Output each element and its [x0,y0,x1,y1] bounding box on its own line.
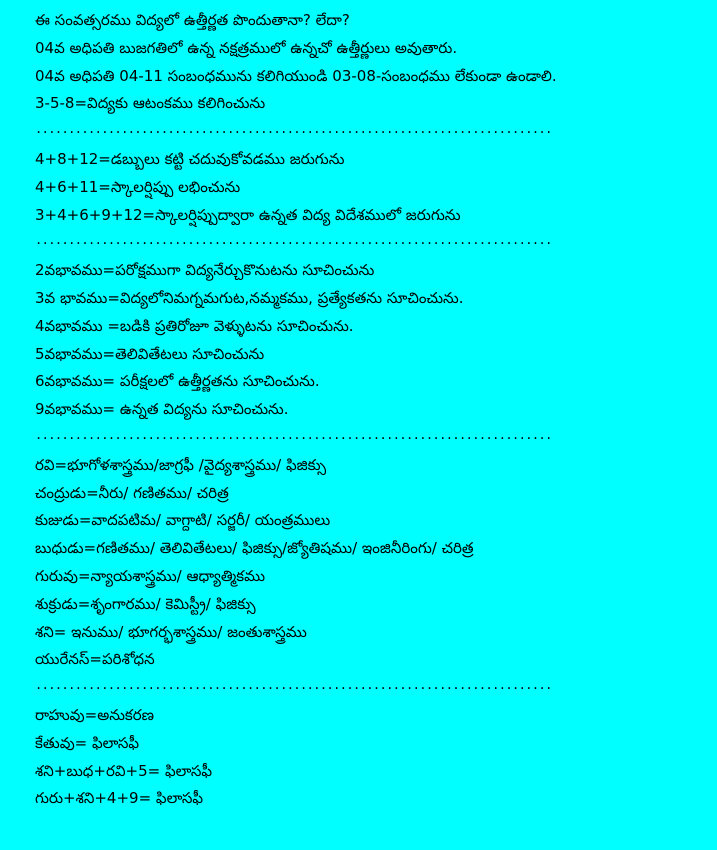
text-line: 9వభావము= ఉన్నత విద్యను సూచించును. [35,400,289,419]
dotted-separator: .............................................................................. [35,122,552,137]
text-line: బుధుడు=గణితము/ తెలివితేటలు/ ఫిజిక్సు/జ్యోతిషము/ ఇంజినీరింగు/ చరిత్ర [35,539,474,558]
combinations-section [35,146,705,229]
question-line: ఈ సంవత్సరము విద్యలో ఉత్తీర్ణత పొందుతానా? లేదా? [35,11,350,29]
text-line: 4+8+12=డబ్బులు కట్టి చదువుకోవడము జరుగును [35,149,345,168]
bhavas-section [35,257,705,424]
text-line: 3వ భావము=విద్యలోనిమగ్నమగుట,నమ్మకము, ప్రత్యేకతను సూచించును. [35,288,464,307]
text-line: 3+4+6+9+12=స్కాలర్షిప్పుద్వారా ఉన్నత విద్య విదేశములో జరుగును [35,205,461,224]
philosophy-section [35,702,705,813]
text-line: శని= ఇనుము/ భూగర్భశాస్త్రము/ జంతుశాస్త్రము [35,622,307,641]
text-line: రాహువు=అనుకరణ [35,705,155,724]
text-line: 4+6+11=స్కాలర్షిప్పు లభించును [35,177,241,196]
text-line: చంద్రుడు=నీరు/ గణితము/ చరిత్ర [35,483,229,502]
text-line: శని+బుధ+రవి+5= ఫిలాసఫీ [35,761,213,780]
text-line: కేతువు= ఫిలాసఫీ [35,733,140,752]
planets-section [35,452,705,674]
text-line: శుక్రుడు=శృంగారము/ కెమిస్ట్రీ/ ఫిజిక్సు [35,594,256,613]
text-line: యురేనస్=పరిశోధన [35,650,155,669]
dotted-separator: .............................................................................. [35,233,552,248]
text-line: 3-5-8=విద్యకు ఆటంకము కలిగించును [35,94,266,113]
intro-section [35,7,705,118]
text-line: 4వభావము =బడికి ప్రతిరోజూ వెళ్ళుటను సూచించును. [35,316,354,335]
text-line: 5వభావము=తెలివితేటలు సూచించును [35,344,265,363]
dotted-separator: .............................................................................. [35,427,552,442]
dotted-separator: .............................................................................. [35,678,552,693]
text-line: కుజుడు=వాదపటిమ/ వాగ్దాటి/ సర్జరీ/ యంత్రములు [35,511,331,530]
text-line: 04వ అధిపతి బుజగతిలో ఉన్న నక్షత్రములో ఉన్నచో ఉత్తీర్ణులు అవుతారు. [35,38,458,57]
document-body [35,7,705,813]
text-line: రవి=భూగోళశాస్త్రము/జాగ్రఫీ /వైద్యశాస్త్రము/ ఫిజిక్సు [35,455,327,474]
text-line: గురు+శని+4+9= ఫిలాసఫీ [35,789,204,808]
text-line: 04వ అధిపతి 04-11 సంబంధమును కలిగియుండి 03-08-సంబంధము లేకుండా ఉండాలి. [35,66,557,85]
text-line: 6వభావము= పరీక్షలలో ఉత్తీర్ణతను సూచించును. [35,372,320,391]
text-line: 2వభావము=పరోక్షముగా విద్యనేర్చుకొనుటను సూచించును [35,261,375,280]
text-line: గురువు=న్యాయశాస్త్రము/ ఆధ్యాత్మికము [35,566,266,585]
